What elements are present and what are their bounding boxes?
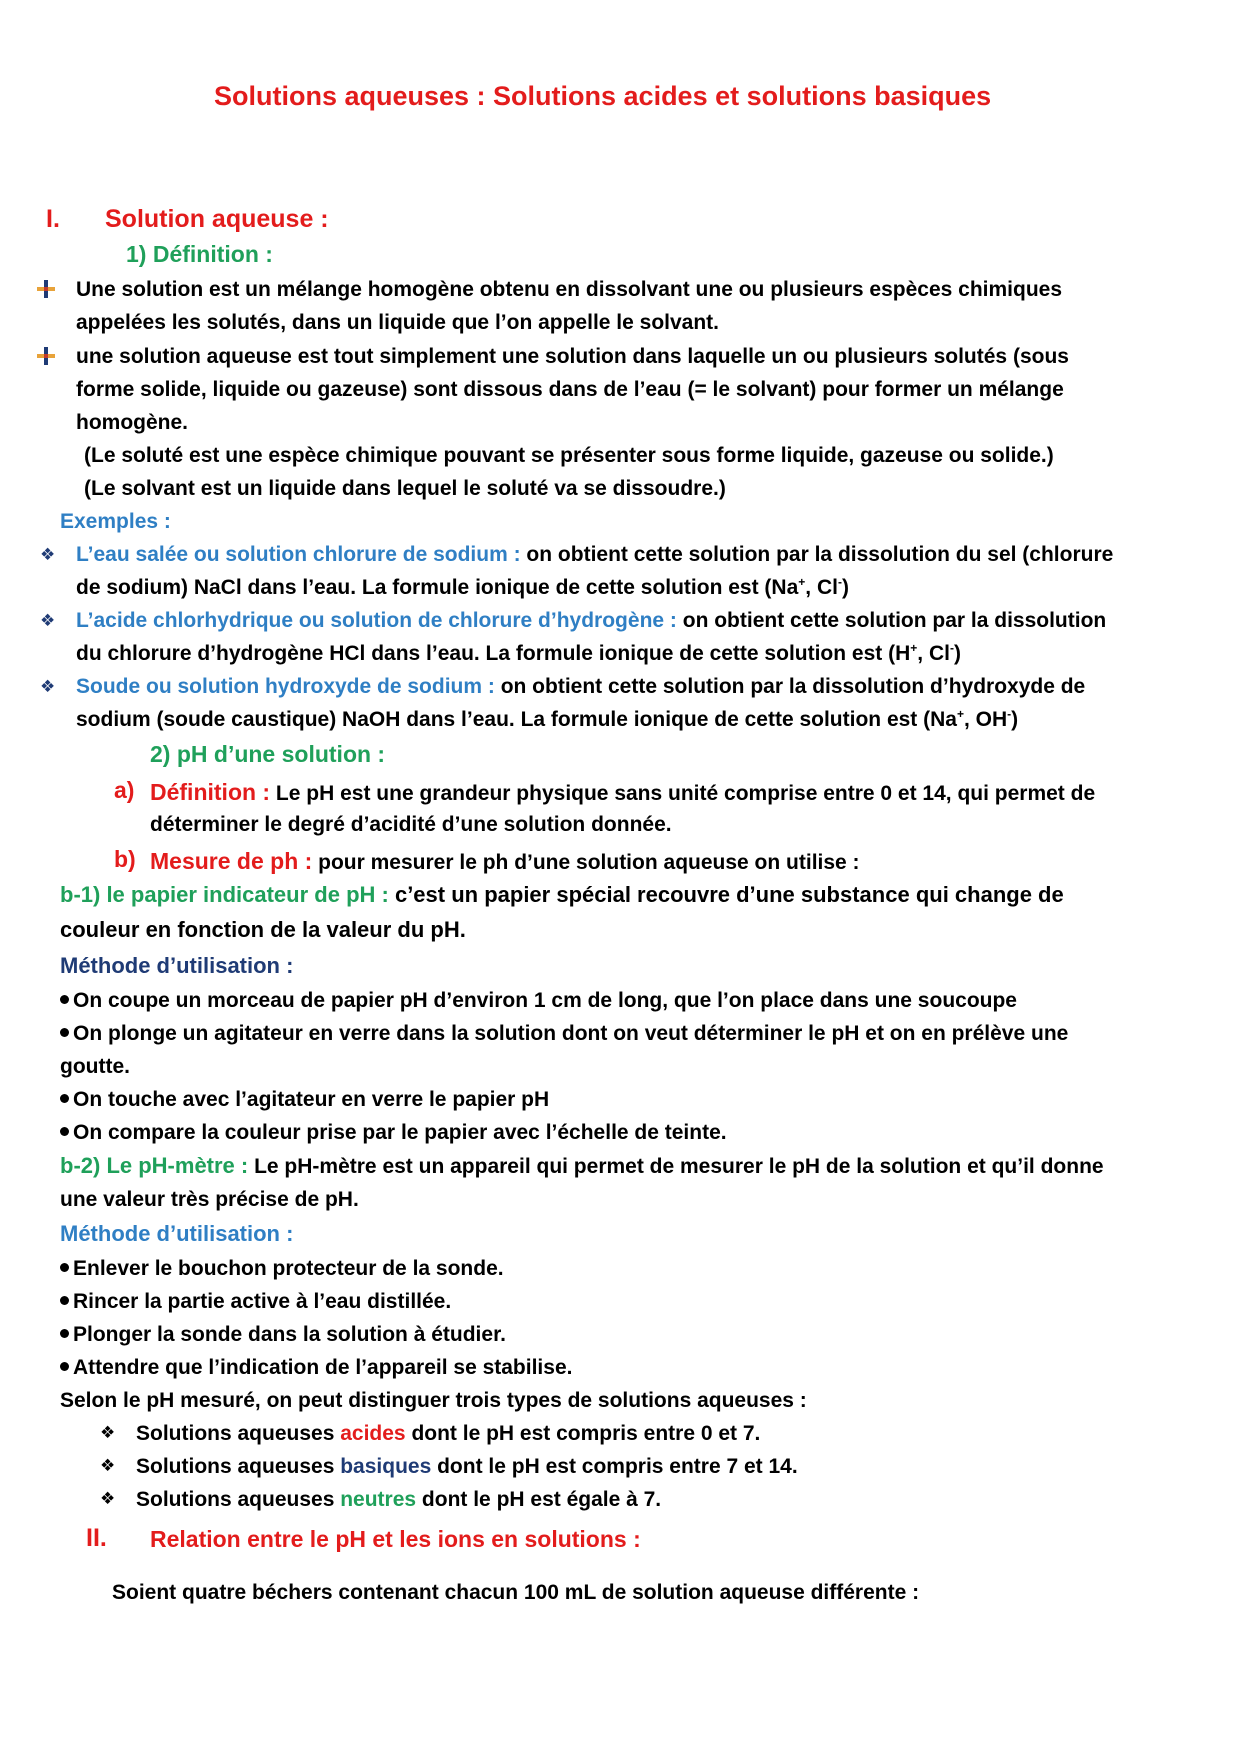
example-1-line-1	[76, 542, 1113, 567]
method-1-item-text: On coupe un morceau de papier pH d’environ 1 cm de long, que l’on place dans une soucoupe	[73, 989, 1017, 1012]
method-1-item	[60, 1087, 549, 1112]
method-2-item	[60, 1355, 572, 1380]
item-b-line	[150, 848, 860, 876]
item-a-text: Le pH est une grandeur physique sans unité comprise entre 0 et 14, qui permet de	[270, 782, 1096, 805]
examples-label: Exemples :	[60, 510, 171, 533]
item-a-line-2: déterminer le degré d’acidité d’une solution donnée.	[150, 813, 672, 836]
method-1-label: Méthode d’utilisation :	[60, 953, 294, 978]
method-1-item-text: On plonge un agitateur en verre dans la solution dont on veut déterminer le pH et on en prélève une	[73, 1022, 1069, 1045]
item-b-text: pour mesurer le ph d’une solution aqueuse on utilise :	[312, 851, 860, 874]
item-b-label: b)	[114, 846, 136, 872]
paragraph-1-line-2: appelées les solutés, dans un liquide que l’on appelle le solvant.	[76, 311, 720, 334]
method-2-item	[60, 1256, 504, 1281]
bullet-icon	[60, 995, 69, 1004]
b2-line-1	[60, 1153, 1104, 1179]
page-title: Solutions aqueuses : Solutions acides et solutions basiques	[214, 81, 992, 111]
example-1-text: on obtient cette solution par la dissolution du sel (chlorure	[520, 543, 1114, 566]
example-1-formula-text: de sodium) NaCl dans l’eau. La formule ionique de cette solution est (Na	[76, 576, 799, 599]
b2-title: b-2) Le pH-mètre :	[60, 1153, 249, 1178]
plus-bullet-icon	[36, 279, 56, 299]
item-a-label: a)	[114, 777, 135, 803]
diamond-bullet-icon: ❖	[40, 545, 56, 564]
bullet-icon	[60, 1296, 69, 1305]
subsection-2-title: 2) pH d’une solution :	[150, 741, 386, 767]
diamond-bullet-icon: ❖	[40, 611, 56, 630]
item-a-line-1	[150, 779, 1095, 807]
type-acid	[136, 1421, 760, 1446]
superscript: +	[910, 641, 918, 655]
item-a-title: Définition :	[150, 779, 271, 805]
type-text: dont le pH est compris entre 0 et 7.	[405, 1422, 761, 1445]
method-1-item	[60, 988, 1017, 1013]
example-2-anion: , Cl	[917, 642, 950, 665]
type-basic	[136, 1454, 798, 1479]
type-word-basiques: basiques	[340, 1455, 432, 1478]
closing-paren: )	[841, 576, 849, 599]
closing-paren: )	[953, 642, 961, 665]
bullet-icon	[60, 1329, 69, 1338]
example-2-line-1	[76, 608, 1106, 633]
example-2-line-2	[76, 641, 961, 666]
b2-line-2: une valeur très précise de pH.	[60, 1188, 359, 1211]
type-word-acides: acides	[340, 1422, 406, 1445]
section-2-number: II.	[86, 1524, 107, 1552]
b1-title: b-1) le papier indicateur de pH :	[60, 882, 389, 907]
section-2-text: Soient quatre béchers contenant chacun 100 mL de solution aqueuse différente :	[112, 1581, 920, 1604]
plus-bullet-icon	[36, 346, 56, 366]
method-2-label: Méthode d’utilisation :	[60, 1221, 294, 1246]
type-text: Solutions aqueuses	[136, 1422, 341, 1445]
example-1-line-2	[76, 575, 849, 600]
item-b-title: Mesure de ph :	[150, 848, 313, 874]
b1-line-1	[60, 882, 1064, 908]
b2-text: Le pH-mètre est un appareil qui permet de mesurer le pH de la solution et qu’il donne	[248, 1155, 1104, 1178]
example-1-title: L’eau salée ou solution chlorure de sodium :	[76, 543, 521, 566]
method-1-item-text: On compare la couleur prise par le papier avec l’échelle de teinte.	[73, 1121, 727, 1144]
b1-line-2: couleur en fonction de la valeur du pH.	[60, 917, 466, 942]
types-intro: Selon le pH mesuré, on peut distinguer trois types de solutions aqueuses :	[60, 1389, 807, 1412]
example-2-formula-text: du chlorure d’hydrogène HCl dans l’eau. La formule ionique de cette solution est (H	[76, 642, 911, 665]
type-text: Solutions aqueuses	[136, 1455, 341, 1478]
diamond-bullet-icon: ❖	[100, 1423, 116, 1442]
method-1-item-continuation: goutte.	[60, 1055, 130, 1078]
example-1-anion: , Cl	[805, 576, 838, 599]
example-3-formula-text: sodium (soude caustique) NaOH dans l’eau. La formule ionique de cette solution est (Na	[76, 708, 957, 731]
example-3-line-1	[76, 674, 1085, 699]
method-1-item	[60, 1021, 1068, 1046]
type-text: Solutions aqueuses	[136, 1488, 341, 1511]
type-neutral	[136, 1487, 661, 1512]
superscript: +	[798, 575, 806, 589]
bullet-icon	[60, 1127, 69, 1136]
paragraph-2-line-1: une solution aqueuse est tout simplement une solution dans laquelle un ou plusieurs solutés (sous	[76, 345, 1069, 368]
bullet-icon	[60, 1094, 69, 1103]
section-2-title: Relation entre le pH et les ions en solutions :	[150, 1526, 641, 1552]
superscript: -	[837, 575, 842, 589]
example-2-text: on obtient cette solution par la dissolution	[676, 609, 1107, 632]
diamond-bullet-icon: ❖	[40, 677, 56, 696]
method-2-item	[60, 1289, 451, 1314]
method-2-item-text: Attendre que l’indication de l’appareil se stabilise.	[73, 1356, 573, 1379]
example-3-line-2	[76, 707, 1018, 732]
method-2-item	[60, 1322, 506, 1347]
paragraph-2-line-2: forme solide, liquide ou gazeuse) sont dissous dans de l’eau (= le solvant) pour former un mélange	[76, 378, 1064, 401]
section-1-title: Solution aqueuse :	[105, 205, 329, 233]
method-1-item-text: On touche avec l’agitateur en verre le papier pH	[73, 1088, 550, 1111]
paragraph-2-line-3: homogène.	[76, 411, 189, 434]
b1-text: c’est un papier spécial recouvre d’une substance qui change de	[388, 882, 1064, 907]
superscript: -	[1007, 707, 1012, 721]
bullet-icon	[60, 1263, 69, 1272]
type-text: dont le pH est égale à 7.	[416, 1488, 662, 1511]
type-word-neutres: neutres	[340, 1488, 417, 1511]
bullet-icon	[60, 1028, 69, 1037]
example-3-anion: , OH	[963, 708, 1008, 731]
note-solvant: (Le solvant est un liquide dans lequel le soluté va se dissoudre.)	[84, 477, 726, 500]
superscript: +	[956, 707, 964, 721]
method-2-item-text: Rincer la partie active à l’eau distillée.	[73, 1290, 452, 1313]
method-1-item	[60, 1120, 727, 1145]
bullet-icon	[60, 1362, 69, 1371]
method-2-item-text: Plonger la sonde dans la solution à étudier.	[73, 1323, 506, 1346]
type-text: dont le pH est compris entre 7 et 14.	[431, 1455, 798, 1478]
paragraph-1-line-1: Une solution est un mélange homogène obtenu en dissolvant une ou plusieurs espèces chimiques	[76, 278, 1063, 301]
superscript: -	[949, 641, 954, 655]
closing-paren: )	[1011, 708, 1019, 731]
example-3-title: Soude ou solution hydroxyde de sodium :	[76, 675, 495, 698]
diamond-bullet-icon: ❖	[100, 1489, 116, 1508]
subsection-1-title: 1) Définition :	[126, 241, 273, 267]
example-3-text: on obtient cette solution par la dissolution d’hydroxyde de	[494, 675, 1086, 698]
method-2-item-text: Enlever le bouchon protecteur de la sonde.	[73, 1257, 504, 1280]
diamond-bullet-icon: ❖	[100, 1456, 116, 1475]
section-1-number: I.	[46, 205, 60, 233]
note-solute: (Le soluté est une espèce chimique pouvant se présenter sous forme liquide, gazeuse ou solide.)	[84, 444, 1054, 467]
example-2-title: L’acide chlorhydrique ou solution de chlorure d’hydrogène :	[76, 609, 677, 632]
